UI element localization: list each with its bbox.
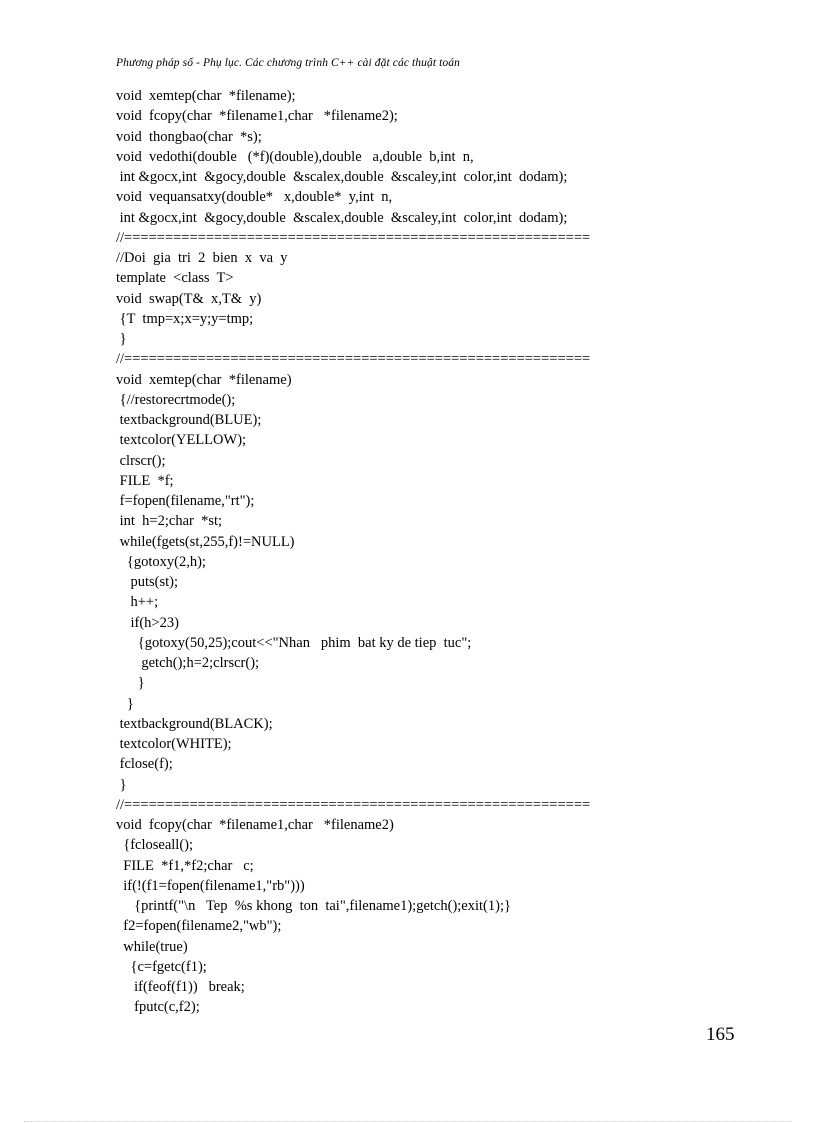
code-line: h++;: [116, 594, 159, 611]
code-line: }: [116, 675, 145, 692]
code-line: {printf("\n Tep %s khong ton tai",filename1);getch();exit(1);}: [116, 898, 511, 914]
code-line: void swap(T& x,T& y): [116, 290, 262, 307]
separator-line: //=========================================================: [116, 796, 591, 813]
code-line: {fcloseall();: [116, 837, 194, 854]
code-line: int &gocx,int &gocy,double &scalex,double &scaley,int color,int dodam);: [116, 169, 568, 185]
code-line: void xemtep(char *filename): [116, 371, 292, 388]
code-listing: [116, 86, 716, 1018]
code-line: {gotoxy(50,25);cout<<"Nhan phim bat ky de tiep tuc";: [116, 634, 472, 651]
code-line: int h=2;char *st;: [116, 513, 223, 530]
code-line: void vedothi(double (*f)(double),double a,double b,int n,: [116, 148, 474, 165]
code-line: clrscr();: [116, 452, 166, 469]
code-line: textbackground(BLACK);: [116, 715, 273, 732]
page-number: 165: [706, 1024, 735, 1045]
code-line: FILE *f;: [116, 472, 174, 489]
code-line: //Doi gia tri 2 bien x va y: [116, 250, 288, 266]
code-line: FILE *f1,*f2;char c;: [116, 857, 254, 874]
code-line: }: [116, 695, 134, 712]
code-line: {T tmp=x;x=y;y=tmp;: [116, 310, 254, 327]
code-line: textbackground(BLUE);: [116, 412, 262, 428]
separator-line: //=========================================================: [116, 229, 591, 246]
code-line: void xemtep(char *filename);: [116, 88, 296, 104]
code-line: }: [116, 776, 127, 793]
page-bottom-rule: [24, 1121, 792, 1122]
code-line: if(feof(f1)) break;: [116, 979, 245, 995]
code-line: void thongbao(char *s);: [116, 128, 262, 145]
code-line: fputc(c,f2);: [116, 999, 200, 1016]
code-line: }: [116, 331, 127, 347]
code-line: if(!(f1=fopen(filename1,"rb"))): [116, 877, 305, 894]
running-header: Phương pháp số - Phụ lục. Các chương trình C++ cài đặt các thuật toán: [116, 57, 460, 69]
code-line: void fcopy(char *filename1,char *filename2);: [116, 108, 398, 125]
code-line: while(fgets(st,255,f)!=NULL): [116, 533, 295, 550]
code-line: void fcopy(char *filename1,char *filename2): [116, 817, 394, 833]
code-line: f2=fopen(filename2,"wb");: [116, 918, 282, 935]
code-line: {c=fgetc(f1);: [116, 958, 207, 975]
separator-line: //=========================================================: [116, 351, 591, 368]
code-line: int &gocx,int &gocy,double &scalex,double &scaley,int color,int dodam);: [116, 209, 568, 226]
code-line: puts(st);: [116, 574, 179, 590]
code-line: template <class T>: [116, 270, 234, 287]
code-line: textcolor(YELLOW);: [116, 432, 247, 449]
code-line: {gotoxy(2,h);: [116, 553, 206, 570]
code-line: textcolor(WHITE);: [116, 736, 232, 752]
code-line: fclose(f);: [116, 756, 173, 773]
code-line: while(true): [116, 938, 188, 955]
code-line: if(h>23): [116, 614, 179, 631]
code-line: {//restorecrtmode();: [116, 391, 236, 408]
code-line: getch();h=2;clrscr();: [116, 655, 260, 671]
code-line: f=fopen(filename,"rt");: [116, 493, 255, 509]
code-line: void vequansatxy(double* x,double* y,int n,: [116, 189, 393, 206]
